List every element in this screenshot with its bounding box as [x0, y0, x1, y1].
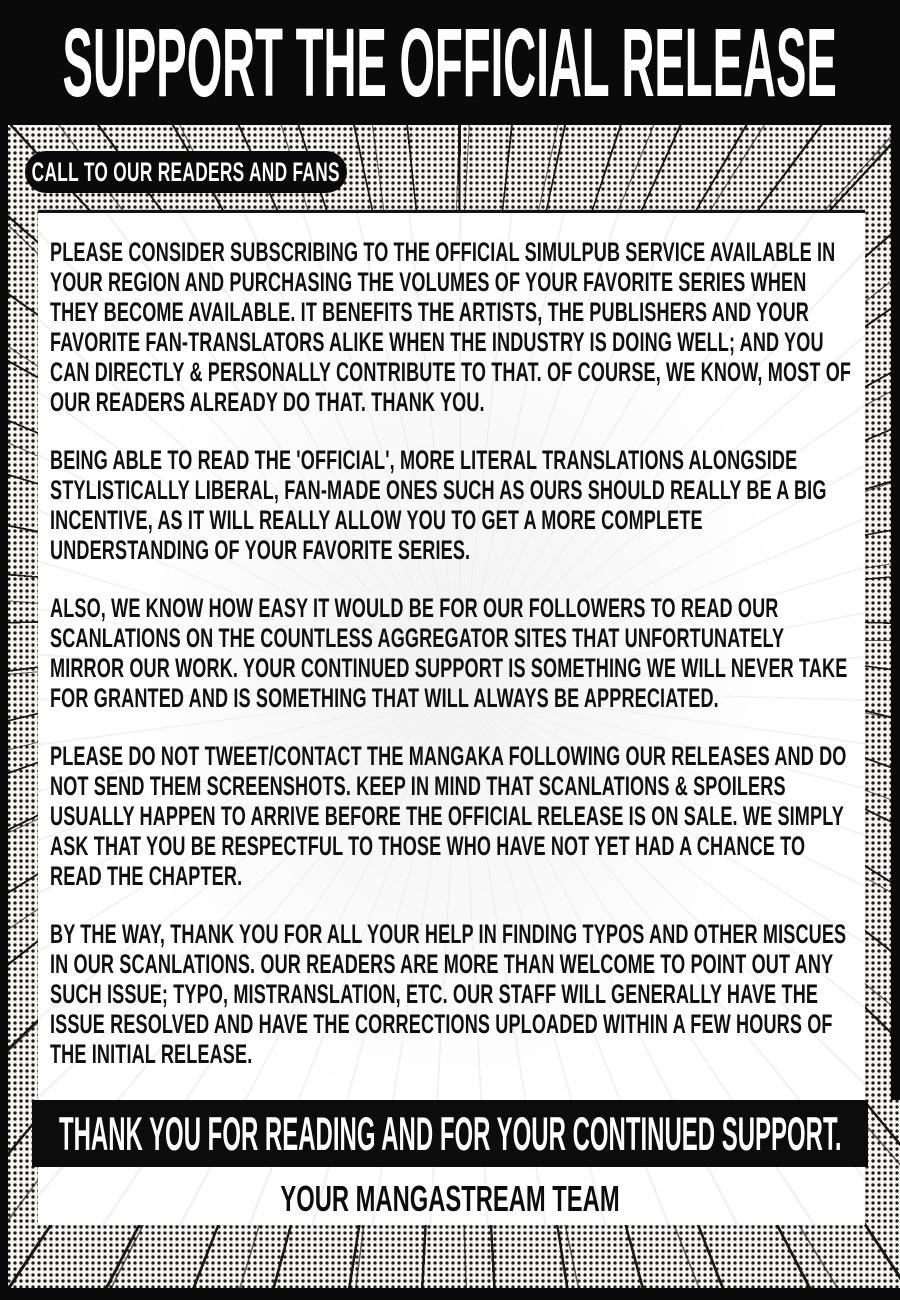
readers-and-fans-badge: [25, 151, 347, 193]
badge-label: CALL TO OUR READERS AND FANS: [31, 156, 341, 187]
notice-copy: [50, 237, 857, 1069]
paragraph-aggregators: ALSO, WE KNOW HOW EASY IT WOULD BE FOR OUR FOLLOWERS TO READ OUR SCANLATIONS ON THE COUNTLESS AGGREGATOR SITES THAT UNFORTUNATELY MIRROR OUR WORK. YOUR CONTINUED SUPPORT IS SOMETHING WE WILL NEVER TAKE FOR GRANTED AND IS SOMETHING THAT WILL ALWAYS BE APPRECIATED.: [50, 593, 848, 713]
paragraph-typos-corrections: BY THE WAY, THANK YOU FOR ALL YOUR HELP IN FINDING TYPOS AND OTHER MISCUES IN OUR SCANLATIONS. OUR READERS ARE MORE THAN WELCOME TO POINT OUT ANY SUCH ISSUE; TYPO, MISTRANSLATION, ETC. OUR STAFF WILL GENERALLY HAVE THE ISSUE RESOLVED AND HAVE THE CORRECTIONS UPLOADED WITHIN A FEW HOURS OF THE INITIAL RELEASE.: [50, 919, 847, 1069]
page-title: SUPPORT THE OFFICIAL RELEASE: [62, 8, 838, 117]
thank-you-banner-text: THANK YOU FOR READING AND FOR YOUR CONTINUED SUPPORT.: [58, 1107, 842, 1160]
page-border-left: [0, 0, 8, 1300]
team-signature-text: YOUR MANGASTREAM TEAM: [280, 1178, 620, 1219]
paragraph-official-vs-fan: BEING ABLE TO READ THE 'OFFICIAL', MORE LITERAL TRANSLATIONS ALONGSIDE STYLISTICALLY LIBERAL, FAN-MADE ONES SUCH AS OURS SHOULD REALLY BE A BIG INCENTIVE, AS IT WILL REALLY ALLOW YOU TO GET A MORE COMPLETE UNDERSTANDING OF YOUR FAVORITE SERIES.: [50, 445, 827, 565]
notice-text-panel: [38, 210, 865, 1225]
page-border-right: [891, 0, 900, 1100]
paragraph-mangaka-spoilers: PLEASE DO NOT TWEET/CONTACT THE MANGAKA FOLLOWING OUR RELEASES AND DO NOT SEND THEM SCREENSHOTS. KEEP IN MIND THAT SCANLATIONS & SPOILERS USUALLY HAPPEN TO ARRIVE BEFORE THE OFFICIAL RELEASE IS ON SALE. WE SIMPLY ASK THAT YOU BE RESPECTFUL TO THOSE WHO HAVE NOT YET HAD A CHANCE TO READ THE CHAPTER.: [50, 741, 847, 891]
team-signature: [0, 1177, 900, 1221]
title-banner: [0, 0, 900, 125]
thank-you-banner: [32, 1100, 868, 1167]
paragraph-simulpub: PLEASE CONSIDER SUBSCRIBING TO THE OFFICIAL SIMULPUB SERVICE AVAILABLE IN YOUR REGION AND PURCHASING THE VOLUMES OF YOUR FAVORITE SERIES WHEN THEY BECOME AVAILABLE. IT BENEFITS THE ARTISTS, THE PUBLISHERS AND YOUR FAVORITE FAN-TRANSLATORS ALIKE WHEN THE INDUSTRY IS DOING WELL; AND YOU CAN DIRECTLY & PERSONALLY CONTRIBUTE TO THAT. OF COURSE, WE KNOW, MOST OF OUR READERS ALREADY DO THAT. THANK YOU.: [50, 237, 852, 417]
page-border-bottom: [0, 1288, 900, 1300]
